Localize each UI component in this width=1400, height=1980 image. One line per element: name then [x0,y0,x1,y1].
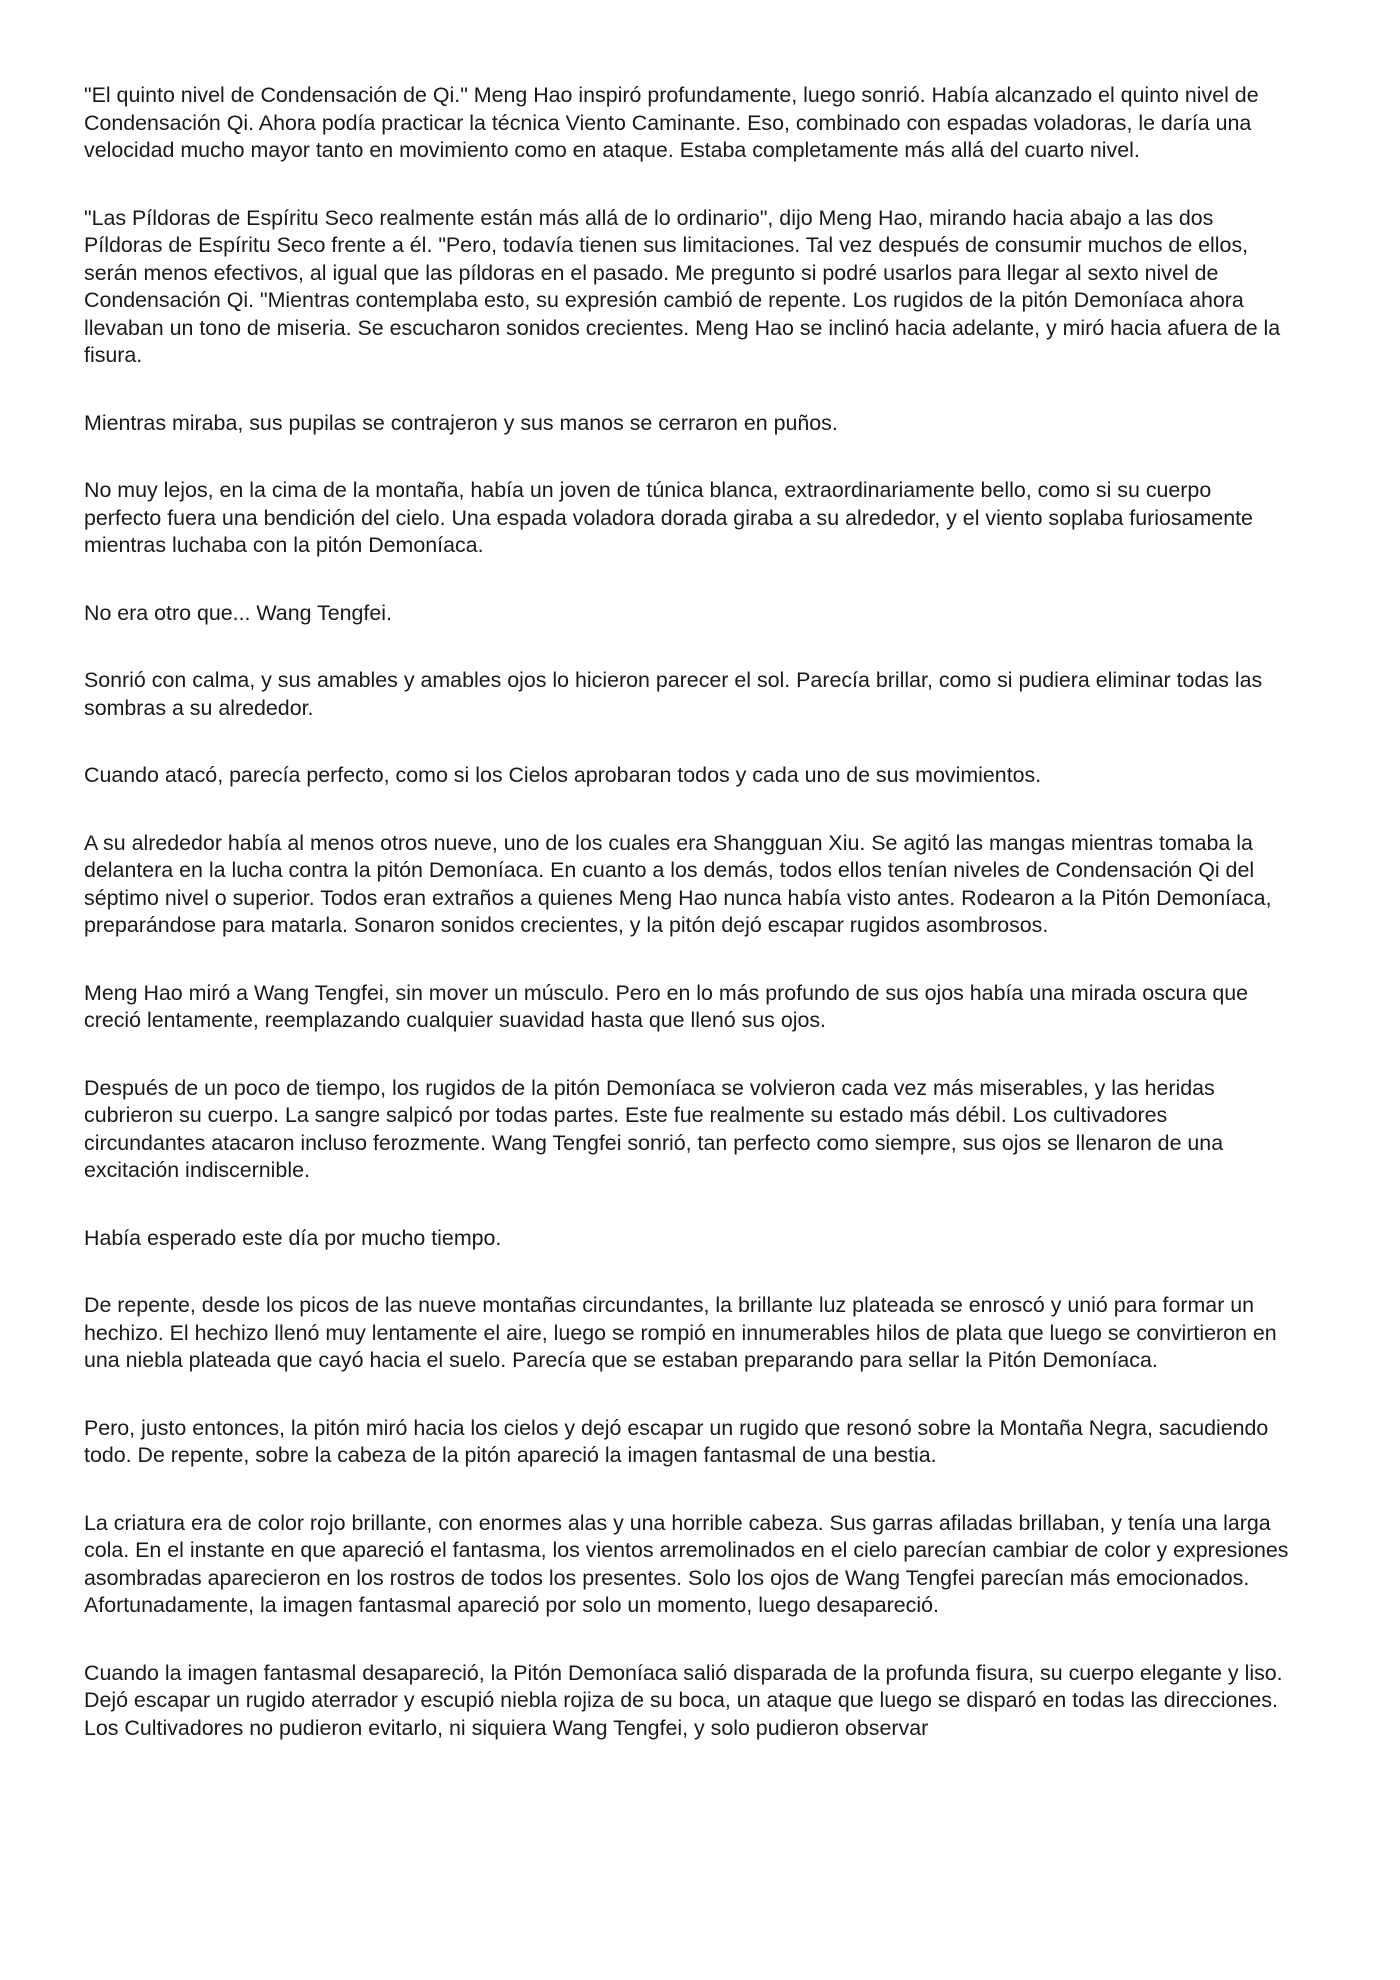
paragraph-6: Sonrió con calma, y sus amables y amables ojos lo hicieron parecer el sol. Parecía brillar, como si pudiera eliminar todas las sombras a su alrededor. [84,668,1263,720]
paragraph-12: De repente, desde los picos de las nueve montañas circundantes, la brillante luz plateada se enroscó y unió para formar un hechizo. El hechizo llenó muy lentamente el aire, luego se rompió en innumerables hilos de plata que luego se convirtieron en una niebla plateada que cayó hacia el suelo. Parecía que se estaban preparando para sellar la Pitón Demoníaca. [84,1293,1277,1372]
paragraph-13: Pero, justo entonces, la pitón miró hacia los cielos y dejó escapar un rugido que resonó sobre la Montaña Negra, sacudiendo todo. De repente, sobre la cabeza de la pitón apareció la imagen fantasmal de una bestia. [84,1415,1269,1467]
paragraph-9: Meng Hao miró a Wang Tengfei, sin mover un músculo. Pero en lo más profundo de sus ojos había una mirada oscura que creció lentamente, reemplazando cualquier suavidad hasta que llenó sus ojos. [84,980,1249,1032]
paragraph-15: Cuando la imagen fantasmal desapareció, la Pitón Demoníaca salió disparada de la profunda fisura, su cuerpo elegante y liso. Dejó escapar un rugido aterrador y escupió niebla rojiza de su boca, un ataque que luego se disparó en todas las direcciones. Los Cultivadores no pudieron evitarlo, ni siquiera Wang Tengfei, y solo pudieron observar [84,1660,1283,1740]
paragraph-4: No muy lejos, en la cima de la montaña, había un joven de túnica blanca, extraordinariamente bello, como si su cuerpo perfecto fuera una bendición del cielo. Una espada voladora dorada giraba a su alrededor, y el viento soplaba furiosamente mientras luchaba con la pitón Demoníaca. [84,478,1253,557]
paragraph-1: "El quinto nivel de Condensación de Qi." Meng Hao inspiró profundamente, luego sonrió. Había alcanzado el quinto nivel de Condensación Qi. Ahora podía practicar la técnica Viento Caminante. Eso, combinado con espadas voladoras, le daría una velocidad mucho mayor tanto en movimiento como en ataque. Estaba completamente más allá del cuarto nivel. [84,83,1259,162]
paragraph-11: Había esperado este día por mucho tiempo. [84,1225,502,1250]
document-page [84,82,1294,1742]
paragraph-5: No era otro que... Wang Tengfei. [84,600,392,625]
paragraph-2: "Las Píldoras de Espíritu Seco realmente están más allá de lo ordinario", dijo Meng Hao, mirando hacia abajo a las dos Píldoras de Espíritu Seco frente a él. "Pero, todavía tienen sus limitaciones. Tal vez después de consumir muchos de ellos, serán menos efectivos, al igual que las píldoras en el pasado. Me pregunto si podré usarlos para llegar al sexto nivel de Condensación Qi. "Mientras contemplaba esto, su expresión cambió de repente. Los rugidos de la pitón Demoníaca ahora llevaban un tono de miseria. Se escucharon sonidos crecientes. Meng Hao se inclinó hacia adelante, y miró hacia afuera de la fisura. [84,205,1281,367]
paragraph-7: Cuando atacó, parecía perfecto, como si los Cielos aprobaran todos y cada uno de sus movimientos. [84,763,1042,787]
paragraph-3: Mientras miraba, sus pupilas se contrajeron y sus manos se cerraron en puños. [84,410,838,435]
paragraph-14: La criatura era de color rojo brillante, con enormes alas y una horrible cabeza. Sus garras afiladas brillaban, y tenía una larga cola. En el instante en que apareció el fantasma, los vientos arremolinados en el cielo parecían cambiar de color y expresiones asombradas aparecieron en los rostros de todos los presentes. Solo los ojos de Wang Tengfei parecían más emocionados. Afortunadamente, la imagen fantasmal apareció por solo un momento, luego desapareció. [84,1510,1289,1617]
paragraph-10: Después de un poco de tiempo, los rugidos de la pitón Demoníaca se volvieron cada vez más miserables, y las heridas cubrieron su cuerpo. La sangre salpicó por todas partes. Este fue realmente su estado más débil. Los cultivadores circundantes atacaron incluso ferozmente. Wang Tengfei sonrió, tan perfecto como siempre, sus ojos se llenaron de una excitación indiscernible. [84,1075,1224,1182]
paragraph-8: A su alrededor había al menos otros nueve, uno de los cuales era Shangguan Xiu. Se agitó las mangas mientras tomaba la delantera en la lucha contra la pitón Demoníaca. En cuanto a los demás, todos ellos tenían niveles de Condensación Qi del séptimo nivel o superior. Todos eran extraños a quienes Meng Hao nunca había visto antes. Rodearon a la Pitón Demoníaca, preparándose para matarla. Sonaron sonidos crecientes, y la pitón dejó escapar rugidos asombrosos. [84,830,1272,937]
